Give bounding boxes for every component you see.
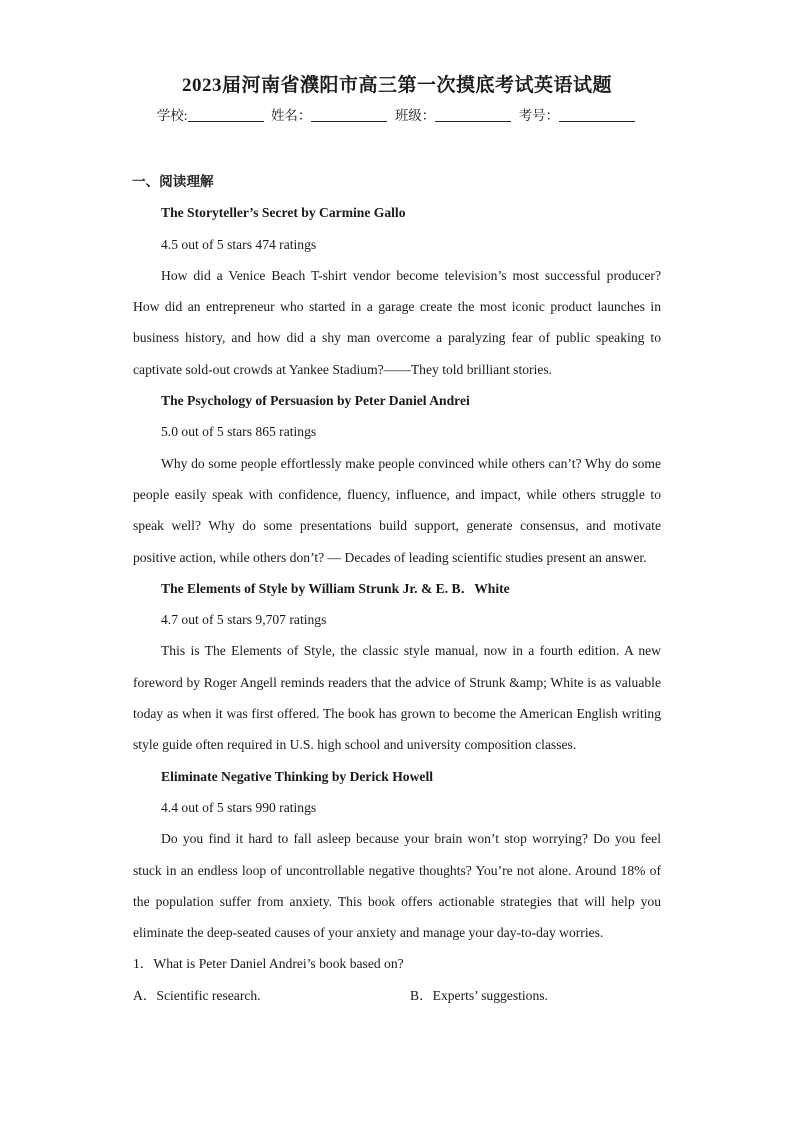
book-heading: The Psychology of Persuasion by Peter Daniel Andrei: [161, 393, 470, 409]
exam-number-label: 考号：: [518, 108, 560, 123]
book-description: Why do some people effortlessly make people convinced while others can’t? Why do some people easily speak with confidence, fluency, influence, and impact, while others struggle to speak well? Why do some presentations build support, generate consensus, and motivate positive action, while others don’t? — Decades of leading scientific studies present an answer.: [133, 455, 661, 565]
class-label: 班级：: [394, 108, 436, 123]
book-rating: 4.7 out of 5 stars 9,707 ratings: [161, 612, 327, 628]
section-heading: 一、阅读理解: [132, 174, 214, 189]
book-description: How did a Venice Beach T-shirt vendor become television’s most successful producer? How did an entrepreneur who started in a garage create the most iconic product launches in business history, and how did a shy man overcome a paralyzing fear of public speaking to captivate sold-out crowds at Yankee Stadium?——They told brilliant stories.: [133, 267, 661, 377]
book-heading: The Elements of Style by William Strunk Jr. & E. B．White: [161, 580, 510, 596]
school-label: 学校:: [156, 108, 188, 123]
book-heading: The Storyteller’s Secret by Carmine Gallo: [161, 205, 406, 221]
book-heading: Eliminate Negative Thinking by Derick Howell: [161, 768, 434, 784]
reading-section: [133, 166, 661, 1011]
book-rating: 4.4 out of 5 stars 990 ratings: [161, 799, 317, 815]
name-blank[interactable]: [311, 107, 387, 122]
option-b[interactable]: B．Experts’ suggestions.: [410, 987, 548, 1003]
exam-number-blank[interactable]: [559, 107, 635, 122]
book-rating: 5.0 out of 5 stars 865 ratings: [161, 424, 317, 440]
school-blank[interactable]: [188, 107, 264, 122]
book-description: Do you find it hard to fall asleep because your brain won’t stop worrying? Do you feel stuck in an endless loop of uncontrollable negative thoughts? You’re not alone. Around 18% of the population suffer from anxiety. This book offers actionable strategies that will help you eliminate the deep-seated causes of your anxiety and manage your day-to-day worries.: [133, 831, 661, 941]
answer-options: [133, 980, 661, 1011]
class-blank[interactable]: [435, 107, 511, 122]
book-description: This is The Elements of Style, the classic style manual, now in a fourth edition. A new foreword by Roger Angell reminds readers that the advice of Strunk &amp; White is as valuable today as when it was first offered. The book has grown to become the American English writing style guide often required in U.S. high school and university composition classes.: [133, 643, 661, 753]
exam-title: 2023届河南省濮阳市高三第一次摸底考试英语试题: [181, 75, 612, 96]
option-a[interactable]: A．Scientific research.: [133, 987, 261, 1003]
book-rating: 4.5 out of 5 stars 474 ratings: [161, 236, 317, 252]
student-info-line: [0, 104, 794, 124]
name-label: 姓名：: [270, 108, 312, 123]
question-text: 1．What is Peter Daniel Andrei’s book based on?: [133, 956, 404, 972]
